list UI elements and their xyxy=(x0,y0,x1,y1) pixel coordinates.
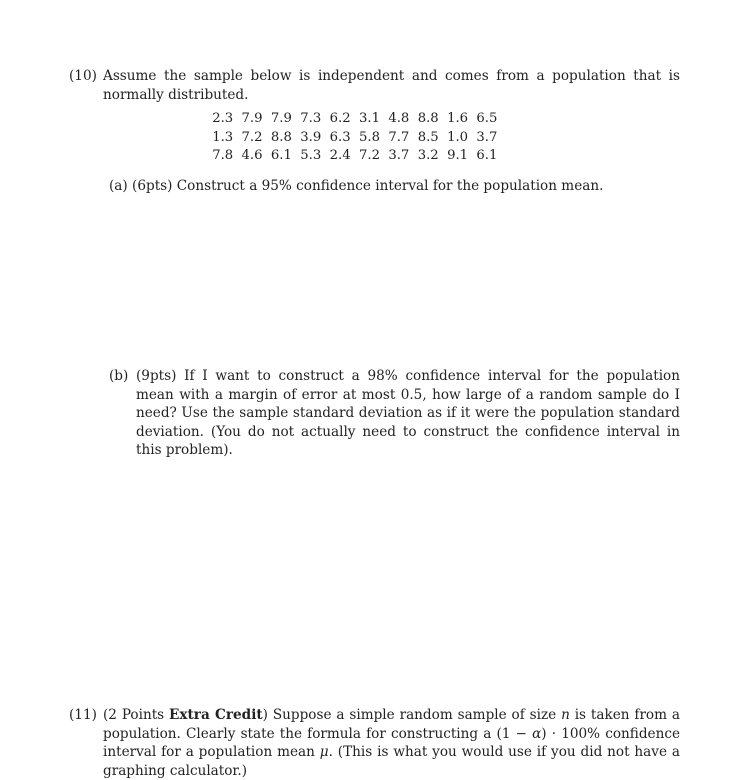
data-value: 8.8 xyxy=(270,129,292,145)
problem-10-part-a xyxy=(109,177,669,196)
data-row xyxy=(208,147,502,166)
data-value: 2.4 xyxy=(329,148,351,163)
points-close: ) xyxy=(262,707,268,723)
variable-alpha: α xyxy=(532,725,542,742)
data-value: 7.8 xyxy=(212,148,234,163)
data-value: 7.7 xyxy=(388,129,410,145)
data-value: 7.2 xyxy=(241,129,263,145)
data-value: 7.9 xyxy=(270,111,292,126)
data-value: 7.9 xyxy=(241,111,263,126)
data-value: 6.1 xyxy=(476,148,498,163)
sample-data-table xyxy=(208,110,502,166)
data-value: 1.3 xyxy=(212,129,234,145)
data-value: 3.9 xyxy=(300,129,322,145)
data-value: 4.8 xyxy=(388,111,410,126)
data-value: 4.6 xyxy=(241,148,263,163)
problem-10-part-b xyxy=(109,367,680,460)
data-value: 2.3 xyxy=(212,111,234,126)
data-value: 7.2 xyxy=(358,148,380,163)
data-value: 1.6 xyxy=(447,111,469,126)
points-open: (2 Points xyxy=(103,707,170,723)
data-value: 8.8 xyxy=(417,111,439,126)
part-a-text: (6pts) Construct a 95% confidence interval for the population mean. xyxy=(132,178,604,194)
problem-11-text-4: . (This is what you would use if you did not have a graphing calculator.) xyxy=(103,744,680,779)
extra-credit-label: Extra Credit xyxy=(169,707,263,723)
data-value: 9.1 xyxy=(447,148,469,163)
data-value: 5.3 xyxy=(300,148,322,163)
problem-11-text-3: ) · 100% confidence interval for a population mean xyxy=(103,725,680,760)
data-value: 8.5 xyxy=(417,129,439,145)
data-value: 3.1 xyxy=(358,111,380,126)
problem-11 xyxy=(69,706,680,780)
problem-10-number: (10) xyxy=(69,68,97,84)
data-value: 6.5 xyxy=(476,111,498,126)
part-a-label: (a) xyxy=(109,178,128,194)
problem-11-number: (11) xyxy=(69,707,97,723)
data-value: 6.3 xyxy=(329,129,351,145)
part-b-label: (b) xyxy=(109,368,129,384)
problem-11-text-1: Suppose a simple random sample of size xyxy=(267,707,562,723)
variable-mu: μ xyxy=(319,744,329,760)
problem-10 xyxy=(69,67,680,104)
data-value: 6.1 xyxy=(270,148,292,163)
problem-11-text xyxy=(103,706,680,780)
data-row xyxy=(208,110,502,129)
variable-n: n xyxy=(561,707,570,723)
data-value: 6.2 xyxy=(329,111,351,126)
data-row xyxy=(208,129,502,148)
data-value: 3.7 xyxy=(476,129,498,145)
data-value: 5.8 xyxy=(358,129,380,145)
data-value: 3.2 xyxy=(417,148,439,163)
part-b-text: (9pts) If I want to construct a 98% confidence interval for the population mean with a margin of error at most 0.5, how large of a random sample do I need? Use the sample standard deviation as if it were the population standard deviation. (You do not actually need to construct the confidence interval in this problem). xyxy=(136,368,680,458)
data-value: 1.0 xyxy=(447,129,469,145)
data-value: 3.7 xyxy=(388,148,410,163)
problem-11-text-2: is taken from a population. Clearly state the formula for constructing a (1 − xyxy=(103,707,680,742)
data-value: 7.3 xyxy=(300,111,322,126)
problem-10-text: Assume the sample below is independent and comes from a population that is normally distributed. xyxy=(103,68,680,103)
